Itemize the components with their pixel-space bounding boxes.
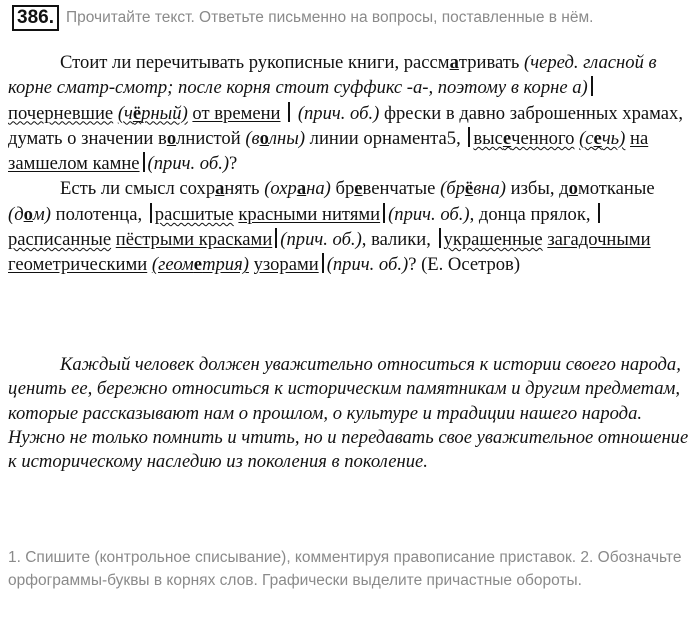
root-vowel-mark: а: [296, 178, 307, 200]
root-vowel-mark: а: [449, 52, 459, 73]
exercise-number: 386.: [12, 5, 59, 31]
text-fragment: ?: [229, 153, 238, 175]
dependent-words: узорами: [253, 254, 319, 276]
root-vowel-mark: о: [23, 203, 33, 225]
spelling-comment: (геом: [151, 254, 194, 276]
participial-phrase-boundary: [591, 76, 593, 96]
dependent-words: от времени: [192, 102, 281, 124]
participle-word: украшенные: [443, 229, 543, 251]
assignment-text: 1. Спишите (контрольное списывание), комментируя правописание приставок. 2. Обозначьте орфограммы-буквы в корнях слов. Графически выделите причастные обороты.: [8, 549, 682, 589]
participial-phrase-label: (прич. об.): [297, 102, 380, 124]
spelling-comment: рный): [141, 102, 188, 124]
participial-phrase-boundary: [143, 152, 145, 172]
participial-phrase-boundary: [322, 253, 324, 273]
text-fragment: , донца прялок,: [469, 203, 596, 225]
participle-word: почерневшие: [8, 102, 114, 124]
text-fragment: фрески в давно заброшенных храмах, думать о значении в: [8, 102, 683, 149]
text-paragraph-1: [8, 50, 692, 176]
text-fragment: нять: [224, 178, 265, 200]
spelling-comment: (бр: [440, 178, 465, 200]
text-fragment: линии орнамента5,: [305, 127, 466, 149]
spelling-comment: (в: [245, 127, 260, 149]
participial-phrase-boundary: [468, 127, 470, 147]
dependent-words: на замшелом камне: [8, 127, 649, 175]
text-fragment: выс: [473, 127, 503, 149]
spelling-comment: лны): [268, 127, 306, 149]
spelling-comment: трия): [202, 254, 249, 276]
root-vowel-mark: е: [502, 127, 512, 149]
text-fragment: венчатые: [362, 178, 441, 200]
exercise-text: [8, 50, 692, 278]
dependent-words: красными нитями: [238, 203, 381, 225]
root-vowel-mark: о: [568, 178, 578, 200]
participial-phrase-label: (прич. об.): [388, 203, 470, 225]
text-fragment: ченного: [511, 127, 575, 149]
root-vowel-mark: ё: [464, 178, 474, 200]
root-vowel-mark: е: [593, 127, 602, 149]
text-paragraph-2: [8, 176, 692, 277]
text-fragment: Есть ли смысл сохр: [60, 178, 216, 200]
text-fragment: лнистой: [176, 127, 246, 149]
exercise-task: Прочитайте текст. Ответьте письменно на вопросы, поставленные в нём.: [65, 9, 594, 26]
root-vowel-mark: о: [166, 127, 177, 149]
participial-phrase-label: (прич. об.): [147, 153, 230, 175]
text-fragment: , валики,: [361, 229, 436, 251]
dependent-words: загадочными геометрическими: [8, 229, 651, 276]
participial-phrase-boundary: [150, 203, 152, 223]
spelling-comment: (черед. гласной в корне сматр-смотр; после корня стоит суффикс -а-, поэтому в корне а): [8, 52, 657, 99]
spelling-comment: м): [32, 203, 51, 225]
exercise-header: [12, 5, 593, 31]
participle-root-comment: [579, 128, 625, 149]
dependent-word-root-comment: [152, 254, 249, 275]
root-vowel-mark: ё: [132, 102, 142, 124]
spelling-comment: (д: [8, 203, 24, 225]
spelling-comment: (охр: [264, 178, 297, 200]
participle-word: расписанные: [8, 229, 112, 251]
text-fragment: тривать: [458, 52, 525, 73]
text-fragment: Стоит ли перечитывать рукописные книги, рассм: [60, 52, 450, 73]
spelling-comment: (ч: [117, 102, 133, 124]
spelling-comment: чь): [601, 127, 626, 149]
text-fragment: ? (Е. Осетров): [408, 254, 521, 276]
root-vowel-mark: е: [354, 178, 363, 200]
participial-phrase-boundary: [288, 102, 290, 122]
text-fragment: полотенца,: [50, 203, 147, 225]
participial-phrase-boundary: [439, 228, 441, 248]
root-vowel-mark: о: [259, 127, 269, 149]
participial-phrase-label: (прич. об.): [280, 229, 362, 251]
dependent-words: пёстрыми красками: [115, 229, 273, 251]
participial-phrase-label: (прич. об.): [326, 254, 409, 276]
text-fragment: бр: [330, 178, 355, 200]
spelling-comment: (с: [579, 127, 594, 149]
participial-phrase-boundary: [383, 203, 385, 223]
participle-word: [473, 128, 574, 149]
answer-paragraph: Каждый человек должен уважительно относиться к истории своего народа, ценить ее, бережно относиться к историческим памятникам и другим предметам, которые рассказывают нам о прошлом, о культуре и традиции нашего народа. Нужно не только помнить и чтить, но и передавать свое уважительное отношение к историческому наследию из поколения в поколение.: [8, 354, 689, 473]
spelling-comment: вна): [473, 178, 506, 200]
participle-word: расшитые: [154, 203, 234, 225]
participle-root-comment: [118, 103, 188, 124]
root-vowel-mark: а: [215, 178, 225, 200]
participial-phrase-boundary: [598, 203, 600, 223]
root-vowel-mark: е: [193, 254, 203, 276]
text-fragment: избы, д: [505, 178, 569, 200]
spelling-comment: на): [306, 178, 331, 200]
participial-phrase-boundary: [275, 228, 277, 248]
text-fragment: мотканые: [577, 178, 655, 200]
